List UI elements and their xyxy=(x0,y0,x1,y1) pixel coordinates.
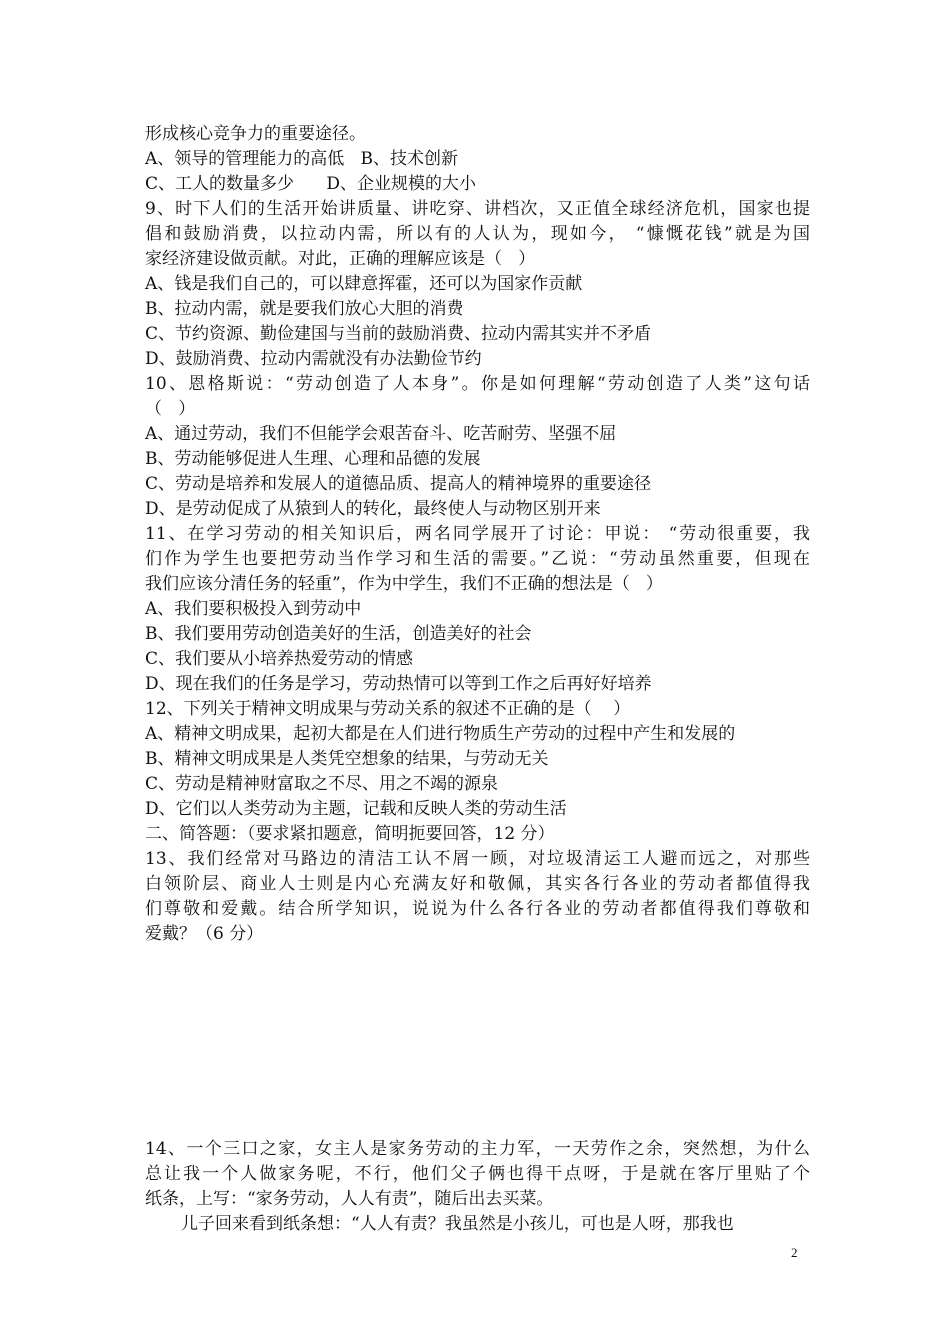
option-line: C、工人的数量多少 D、企业规模的大小 xyxy=(145,174,477,194)
option-line: C、劳动是培养和发展人的道德品质、提高人的精神境界的重要途径 xyxy=(145,474,652,494)
text-line: 形成核心竞争力的重要途径。 xyxy=(145,124,366,144)
option-line: B、拉动内需，就是要我们放心大胆的消费 xyxy=(145,299,464,319)
option-line: D、现在我们的任务是学习，劳动热情可以等到工作之后再好好培养 xyxy=(145,674,652,694)
question-9-line: 倡和鼓励消费，以拉动内需，所以有的人认为，现如今， “慷慨花钱”就是为国 xyxy=(145,224,810,244)
question-14-line: 14、一个三口之家，女主人是家务劳动的主力军，一天劳作之余，突然想，为什么 xyxy=(145,1139,810,1159)
question-11-line: 11、在学习劳动的相关知识后，两名同学展开了讨论：甲说： “劳动很重要，我 xyxy=(145,524,810,544)
option-line: C、节约资源、勤俭建国与当前的鼓励消费、拉动内需其实并不矛盾 xyxy=(145,324,652,344)
question-14-line: 纸条，上写：“家务劳动，人人有责”，随后出去买菜。 xyxy=(145,1189,554,1209)
question-13-line: 们尊敬和爱戴。结合所学知识，说说为什么各行各业的劳动者都值得我们尊敬和 xyxy=(145,899,810,919)
option-line: B、劳动能够促进人生理、心理和品德的发展 xyxy=(145,449,481,469)
section-heading: 二、简答题：（要求紧扣题意，简明扼要回答，12 分） xyxy=(145,824,555,844)
question-11-line: 们作为学生也要把劳动当作学习和生活的需要。”乙说：“劳动虽然重要，但现在 xyxy=(145,549,810,569)
option-line: B、我们要用劳动创造美好的生活，创造美好的社会 xyxy=(145,624,532,644)
option-line: A、领导的管理能力的高低 B、技术创新 xyxy=(145,149,458,169)
question-10-line: 10、恩格斯说：“劳动创造了人本身”。你是如何理解“劳动创造了人类”这句话 xyxy=(145,374,810,394)
question-12-line: 12、下列关于精神文明成果与劳动关系的叙述不正确的是（ ） xyxy=(145,699,631,719)
question-13-line: 白领阶层、商业人士则是内心充满友好和敬佩，其实各行各业的劳动者都值得我 xyxy=(145,874,810,894)
answer-space xyxy=(145,947,810,1137)
page-number: 2 xyxy=(791,1245,798,1260)
option-line: A、精神文明成果，起初大都是在人们进行物质生产劳动的过程中产生和发展的 xyxy=(145,724,736,744)
question-10-line: （ ） xyxy=(145,399,196,419)
question-11-line: 我们应该分清任务的轻重”，作为中学生，我们不正确的想法是（ ） xyxy=(145,574,663,594)
question-14-line: 儿子回来看到纸条想：“人人有责？我虽然是小孩儿，可也是人呀，那我也 xyxy=(181,1214,734,1234)
option-line: D、鼓励消费、拉动内需就没有办法勤俭节约 xyxy=(145,349,482,369)
page-content xyxy=(145,122,810,1237)
option-line: B、精神文明成果是人类凭空想象的结果，与劳动无关 xyxy=(145,749,549,769)
option-line: A、通过劳动，我们不但能学会艰苦奋斗、吃苦耐劳、坚强不屈 xyxy=(145,424,617,444)
option-line: A、钱是我们自己的，可以肆意挥霍，还可以为国家作贡献 xyxy=(145,274,583,294)
option-line: A、我们要积极投入到劳动中 xyxy=(145,599,362,619)
option-line: C、劳动是精神财富取之不尽、用之不竭的源泉 xyxy=(145,774,499,794)
question-9-line: 9、时下人们的生活开始讲质量、讲吃穿、讲档次，又正值全球经济危机，国家也提 xyxy=(145,199,810,219)
option-line: C、我们要从小培养热爱劳动的情感 xyxy=(145,649,414,669)
question-9-line: 家经济建设做贡献。对此，正确的理解应该是（ ） xyxy=(145,249,536,269)
question-14-line: 总让我一个人做家务呢，不行，他们父子俩也得干点呀，于是就在客厅里贴了个 xyxy=(145,1164,810,1184)
question-13-line: 爱戴？（6 分） xyxy=(145,924,264,944)
question-13-line: 13、我们经常对马路边的清洁工认不屑一顾，对垃圾清运工人避而远之，对那些 xyxy=(145,849,810,869)
option-line: D、是劳动促成了从猿到人的转化，最终使人与动物区别开来 xyxy=(145,499,601,519)
option-line: D、它们以人类劳动为主题，记载和反映人类的劳动生活 xyxy=(145,799,567,819)
